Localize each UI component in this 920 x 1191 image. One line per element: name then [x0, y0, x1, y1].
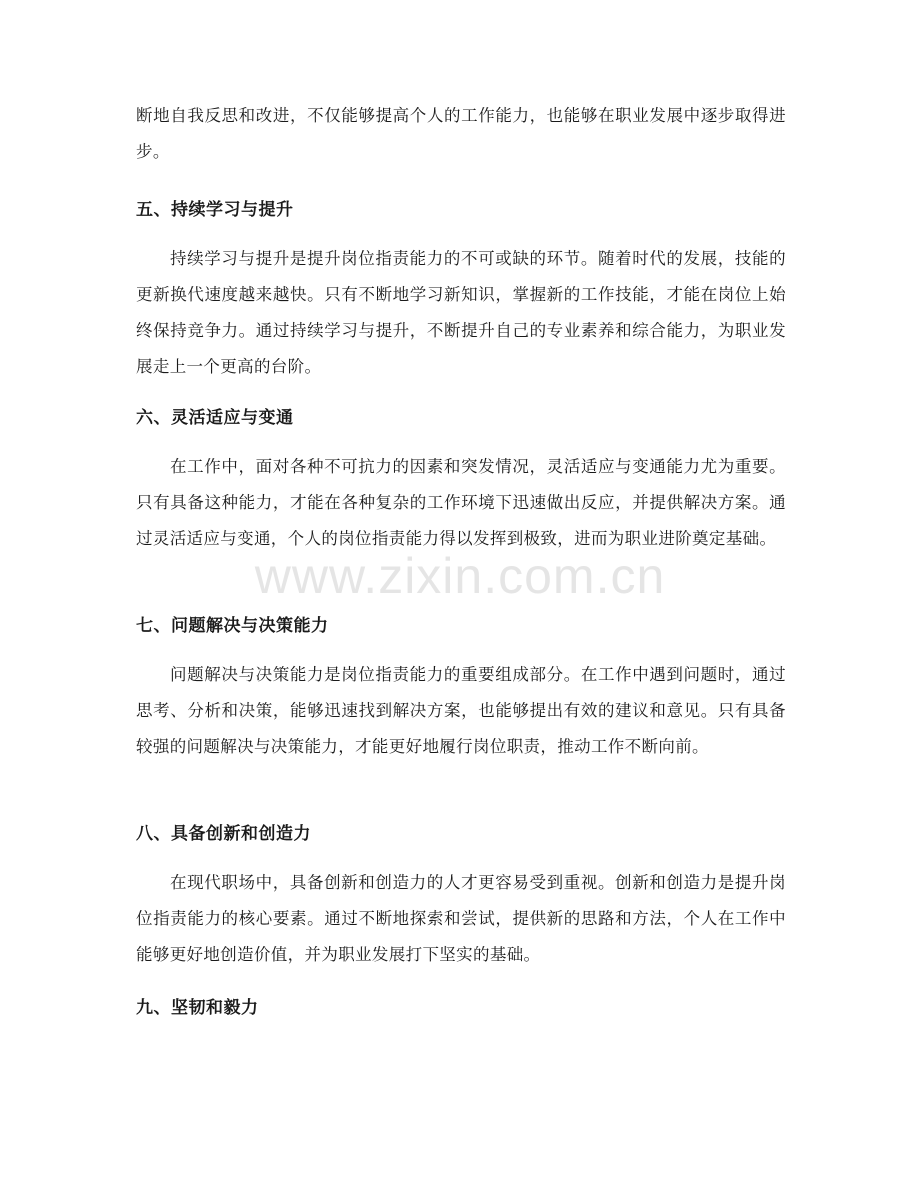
section-heading-6: 六、灵活适应与变通: [136, 408, 294, 428]
section-body-8: 在现代职场中，具备创新和创造力的人才更容易受到重视。创新和创造力是提升岗位指责能力的核心要素。通过不断地探索和尝试，提供新的思路和方法，个人在工作中能够更好地创造价值，并为职业发展打下坚实的基础。: [136, 873, 786, 964]
section-heading-5: 五、持续学习与提升: [136, 200, 294, 220]
section-heading-9: 九、坚韧和毅力: [136, 998, 259, 1018]
paragraph-continuation: 断地自我反思和改进，不仅能够提高个人的工作能力，也能够在职业发展中逐步取得进步。: [136, 106, 786, 161]
section-body-5: 持续学习与提升是提升岗位指责能力的不可或缺的环节。随着时代的发展，技能的更新换代速度越来越快。只有不断地学习新知识，掌握新的工作技能，才能在岗位上始终保持竞争力。通过持续学习与提升，不断提升自己的专业素养和综合能力，为职业发展走上一个更高的台阶。: [136, 249, 786, 376]
section-heading-8: 八、具备创新和创造力: [136, 824, 311, 844]
section-body-6: 在工作中，面对各种不可抗力的因素和突发情况，灵活适应与变通能力尤为重要。只有具备这种能力，才能在各种复杂的工作环境下迅速做出反应，并提供解决方案。通过灵活适应与变通，个人的岗位指责能力得以发挥到极致，进而为职业进阶奠定基础。: [136, 457, 786, 548]
watermark: www.zixin.com.cn: [254, 548, 666, 604]
section-heading-7: 七、问题解决与决策能力: [136, 616, 329, 636]
section-body-7: 问题解决与决策能力是岗位指责能力的重要组成部分。在工作中遇到问题时，通过思考、分析和决策，能够迅速找到解决方案，也能够提出有效的建议和意见。只有具备较强的问题解决与决策能力，才能更好地履行岗位职责，推动工作不断向前。: [136, 665, 786, 756]
